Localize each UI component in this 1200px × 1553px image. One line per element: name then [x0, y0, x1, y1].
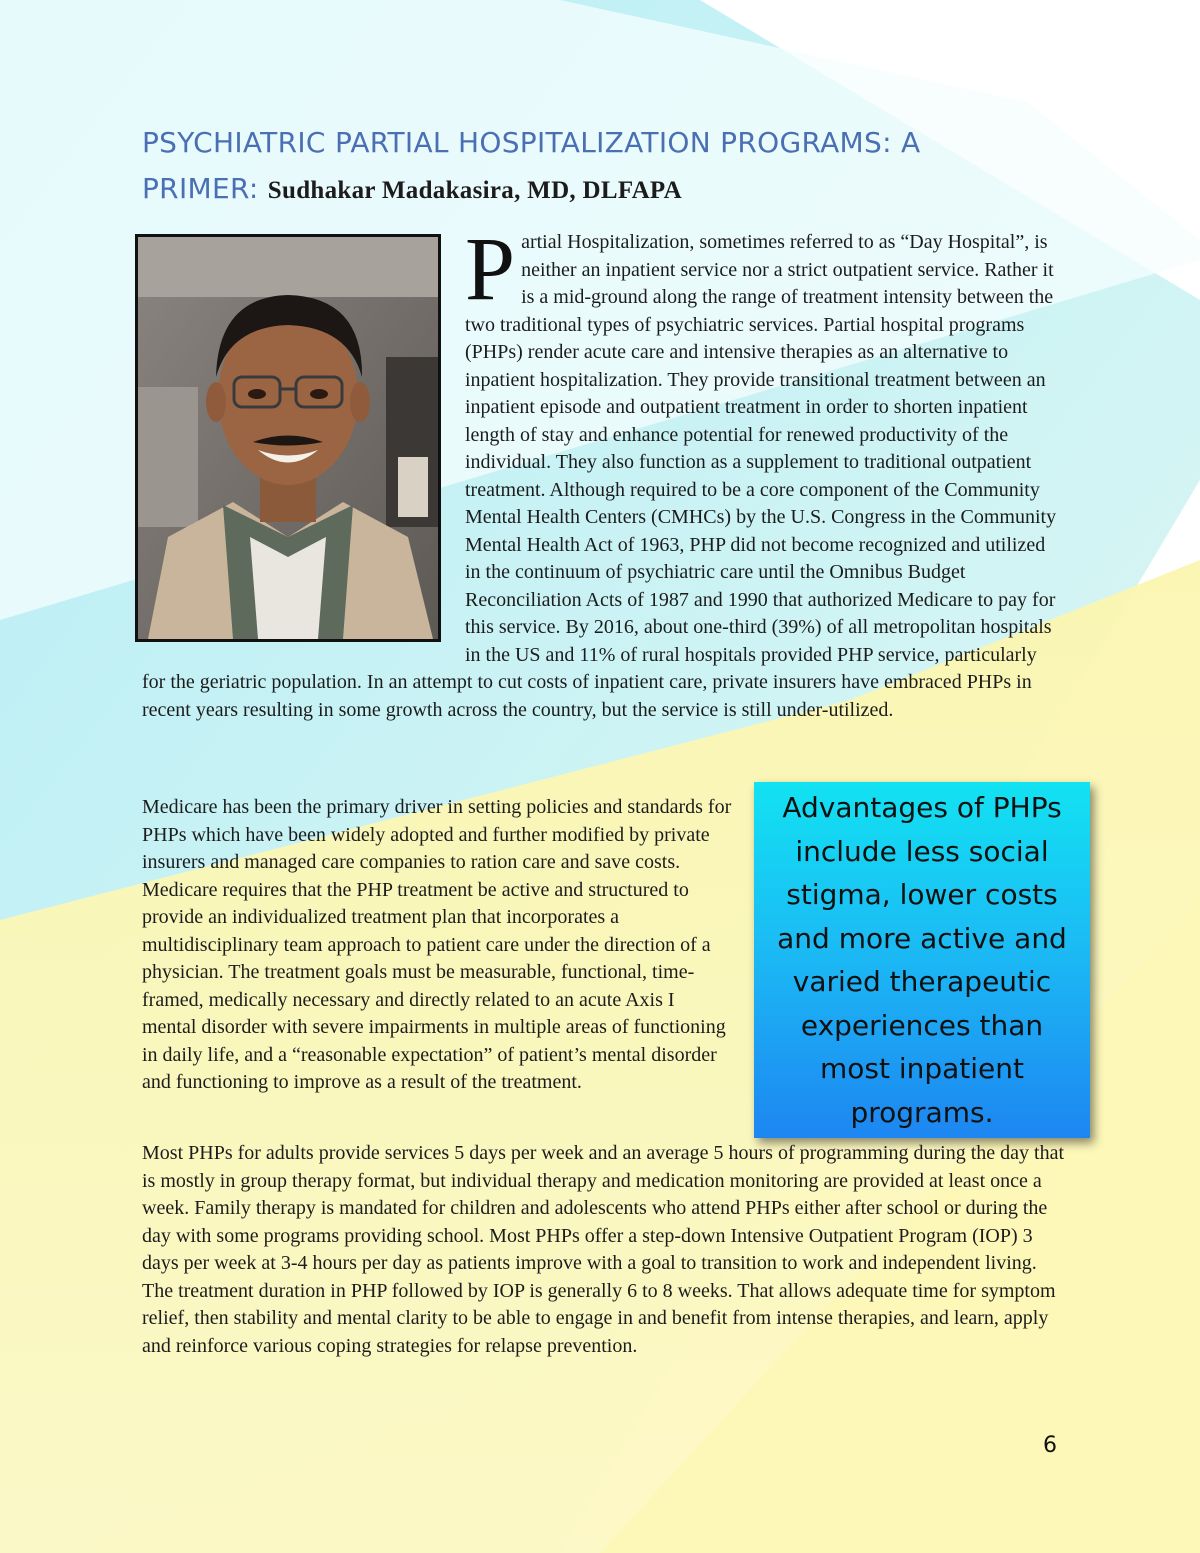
intro-paragraph — [142, 220, 1064, 724]
pull-quote-text: Advantages of PHPs include less social stigma, lower costs and more active and varied therapeutic experiences than most inpatient programs. — [777, 791, 1067, 1129]
author-byline: Sudhakar Madakasira, MD, DLFAPA — [267, 177, 682, 204]
intro-paragraph-text: artial Hospitalization, sometimes referred to as “Day Hospital”, is neither an inpatient service nor a strict outpatient service. Rather it is a mid-ground along the range of treatment intensity between the two traditional types of psychiatric services. Partial hospital programs (PHPs) render acute care and intensive therapies as an alternative to inpatient hospitalization. They provide transitional treatment between an inpatient episode and outpatient treatment in order to shorten inpatient length of stay and enhance potential for renewed productivity of the individual. They also function as a supplement to traditional outpatient treatment. Although required to be a core component of the Community Mental Health Centers (CMHCs) by the U.S. Congress in the Community Mental Health Act of 1963, PHP did not become recognized and utilized in the continuum of psychiatric care until the Omnibus Budget Reconciliation Acts of 1987 and 1990 that authorized Medicare to pay for this service. By 2016, about one-third (39%) of all metropolitan hospitals in the US and 11% of rural hospitals provided PHP service, particularly for the geriatric population. In an attempt to cut costs of inpatient care, private insurers have embraced PHPs in recent years resulting in some growth across the country, but the service is still under-utilized. — [142, 231, 1057, 721]
programs-paragraph: Most PHPs for adults provide services 5 days per week and an average 5 hours of programming during the day that is mostly in group therapy format, but individual therapy and medication monitoring are provided at least once a week. Family therapy is mandated for children and adolescents who attend PHPs either after school or during the day with some programs providing school. Most PHPs offer a step-down Intensive Outpatient Program (IOP) 3 days per week at 3-4 hours per day as patients improve with a goal to transition to work and independent living. The treatment duration in PHP followed by IOP is generally 6 to 8 weeks. That allows adequate time for symptom relief, then stability and mental clarity to be able to engage in and benefit from intense therapies, and learn, apply and reinforce various coping strategies for relapse prevention. — [142, 1142, 1065, 1357]
title-text: PSYCHIATRIC PARTIAL HOSPITALIZATION PROGRAMS: A PRIMER: — [142, 126, 921, 205]
page-number: 6 — [1043, 1433, 1057, 1458]
photo-wrap-spacer — [142, 229, 465, 669]
pull-quote-callout — [754, 782, 1090, 1138]
drop-cap: P — [465, 220, 516, 319]
article-title — [142, 120, 1042, 214]
medicare-paragraph: Medicare has been the primary driver in setting policies and standards for PHPs which have been widely adopted and further modified by private insurers and managed care companies to ration care and save costs. Medicare requires that the PHP treatment be active and structured to provide an individualized treatment plan that incorporates a multidisciplinary team approach to patient care under the direction of a physician. The treatment goals must be measurable, functional, time-framed, medically necessary and directly related to an acute Axis I mental disorder with severe impairments in multiple areas of functioning in daily life, and a “reasonable expectation” of patient’s mental disorder and functioning to improve as a result of the treatment. — [142, 796, 732, 1093]
